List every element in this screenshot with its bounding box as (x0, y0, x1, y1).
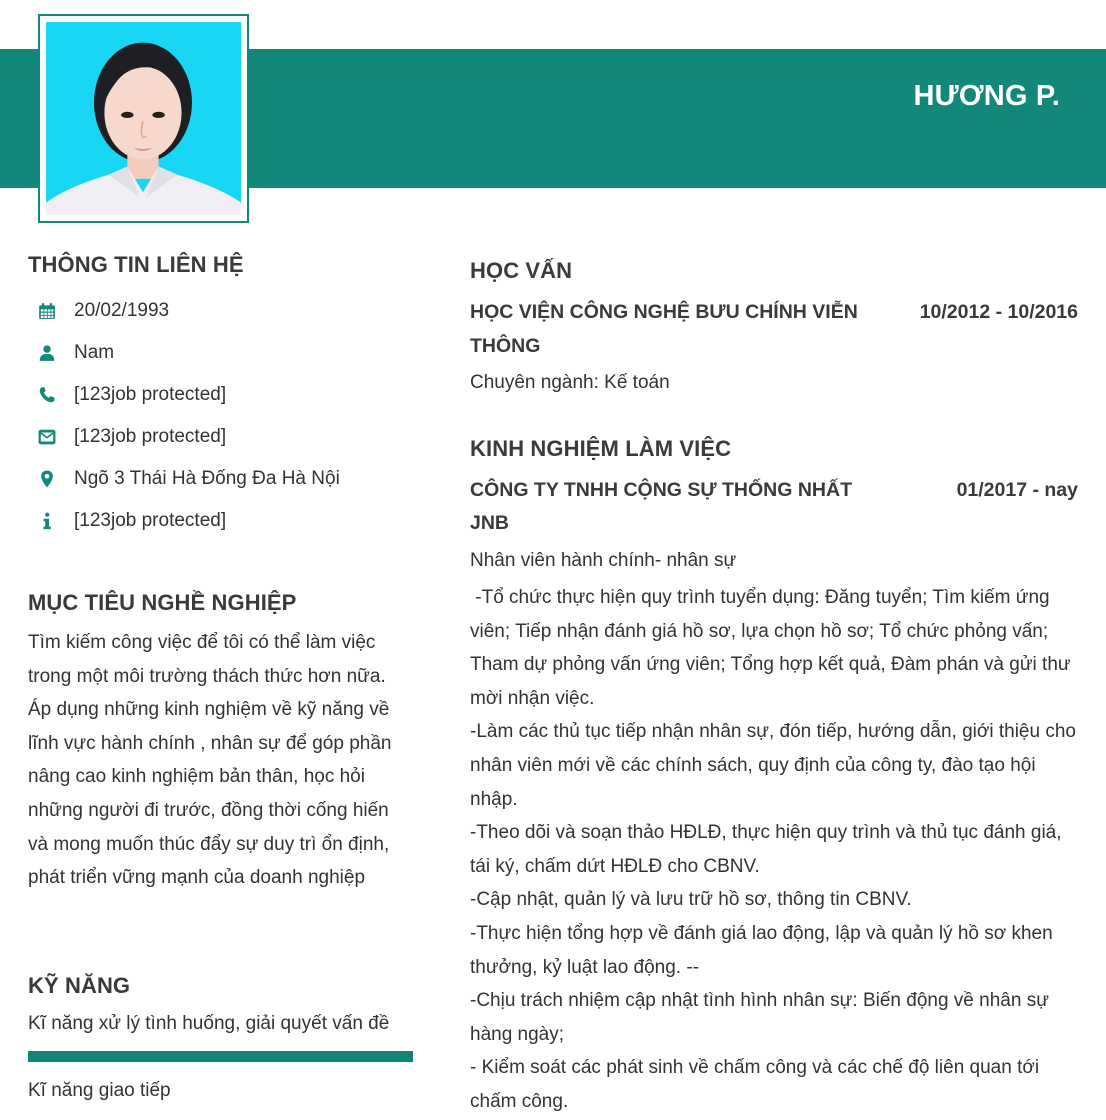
experience-period: 01/2017 - nay (956, 478, 1078, 501)
job-duty: -Cập nhật, quản lý và lưu trữ hồ sơ, thông tin CBNV. (470, 889, 912, 911)
education-period: 10/2012 - 10/2016 (919, 301, 1078, 323)
info-icon (37, 511, 57, 531)
skills-section (28, 973, 414, 1106)
skills-section-title: KỸ NĂNG (28, 972, 131, 998)
candidate-name: HƯƠNG P. (913, 80, 1060, 112)
contact-item-address (28, 458, 414, 500)
contact-list (28, 290, 414, 542)
info-value: [123job protected] (74, 510, 227, 531)
job-duties (470, 581, 1078, 1119)
calendar-icon (37, 301, 57, 321)
profile-photo-frame (38, 14, 249, 223)
contact-item-email (28, 416, 414, 458)
job-duty: - Kiểm soát các phát sinh về chấm công và các chế độ liên quan tới chấm công. (470, 1057, 1040, 1112)
phone-value: [123job protected] (74, 384, 227, 405)
skill-name: Kĩ năng xử lý tình huống, giải quyết vấn đề (28, 1012, 390, 1034)
profile-photo (46, 22, 241, 215)
education-entry-header (470, 296, 1078, 363)
education-major: Chuyên ngành: Kế toán (470, 372, 670, 393)
job-position: Nhân viên hành chính- nhân sự (470, 549, 737, 571)
school-name: HỌC VIỆN CÔNG NGHỆ BƯU CHÍNH VIỄN THÔNG (470, 301, 858, 357)
education-section-title: HỌC VẤN (470, 258, 573, 283)
portrait-illustration (46, 22, 241, 215)
contact-section-title: THÔNG TIN LIÊN HỆ (28, 252, 244, 277)
objective-section-title: MỤC TIÊU NGHỀ NGHIỆP (28, 590, 297, 615)
skill-item (28, 1076, 414, 1106)
skill-name: Kĩ năng giao tiếp (28, 1079, 171, 1101)
skill-item (28, 1009, 414, 1062)
contact-item-info (28, 500, 414, 542)
experience-section (470, 436, 1078, 1119)
user-icon (37, 343, 57, 363)
contact-section (28, 252, 414, 542)
birthday-value: 20/02/1993 (74, 300, 170, 321)
address-value: Ngõ 3 Thái Hà Đống Đa Hà Nội (74, 468, 340, 489)
right-column (470, 258, 1078, 1119)
job-duty: -Làm các thủ tục tiếp nhận nhân sự, đón tiếp, hướng dẫn, giới thiệu cho nhân viên mới về các chính sách, quy định của công ty, đào tạo hội nhập. (470, 721, 1076, 810)
contact-item-birthday (28, 290, 414, 332)
phone-icon (37, 385, 57, 405)
contact-item-gender (28, 332, 414, 374)
job-duty: -Thực hiện tổng hợp về đánh giá lao động, lập và quản lý hồ sơ khen thưởng, kỷ luật lao động. -- (470, 922, 1053, 978)
job-duty: -Chịu trách nhiệm cập nhật tình hình nhân sự: Biến động về nhân sự hàng ngày; (470, 990, 1049, 1045)
experience-entry-header (470, 474, 1078, 541)
contact-item-phone (28, 374, 414, 416)
left-column (28, 252, 414, 1106)
company-name: CÔNG TY TNHH CỘNG SỰ THỐNG NHẤT JNB (470, 478, 852, 534)
experience-section-title: KINH NGHIỆM LÀM VIỆC (470, 435, 732, 461)
job-duty: -Theo dõi và soạn thảo HĐLĐ, thực hiện quy trình và thủ tục đánh giá, tái ký, chấm dứt HĐLĐ cho CBNV. (470, 822, 1062, 877)
objective-section (28, 590, 414, 895)
map-marker-icon (37, 469, 57, 489)
email-value: [123job protected] (74, 426, 227, 447)
job-duty: -Tổ chức thực hiện quy trình tuyển dụng: Đăng tuyển; Tìm kiếm ứng viên; Tiếp nhận đánh giá hồ sơ, lựa chọn hồ sơ; Tổ chức phỏng vấn; Tham dự phỏng vấn ứng viên; Tổng hợp kết quả, Đàm phán và gửi thư mời nhận việc. (470, 587, 1076, 709)
education-section (470, 258, 1078, 400)
skill-level-bar (28, 1051, 413, 1062)
envelope-icon (37, 427, 57, 447)
gender-value: Nam (74, 342, 115, 363)
skill-level-fill (28, 1051, 413, 1062)
objective-text: Tìm kiếm công việc để tôi có thể làm việc trong một môi trường thách thức hơn nữa. Áp dụng những kinh nghiệm về kỹ năng về lĩnh vực hành chính , nhân sự để góp phần nâng cao kinh nghiệm bản thân, học hỏi những người đi trước, đồng thời cống hiến và mong muốn thúc đẩy sự duy trì ổn định, phát triển vững mạnh của doanh nghiệp (28, 632, 392, 889)
